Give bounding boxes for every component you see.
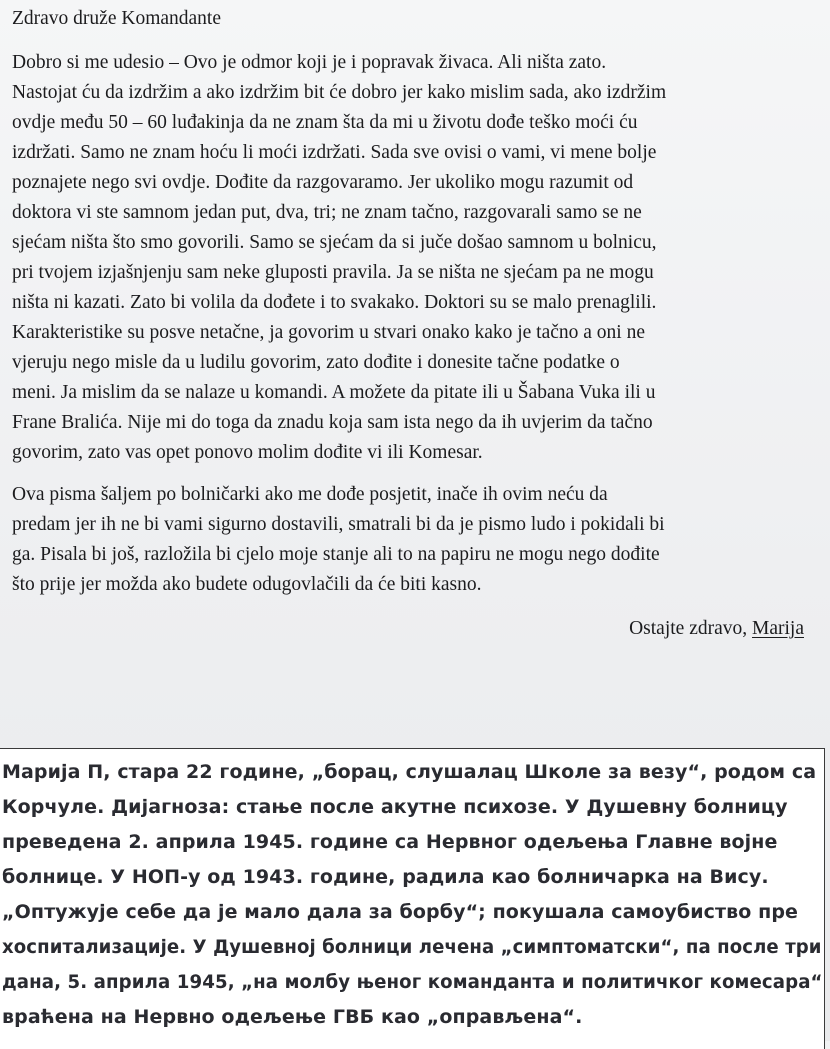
letter-line: ga. Pisala bi još, razložila bi cjelo moje stanje ali to na papiru ne mogu nego dođite [12,544,660,565]
letter-line: govorim, zato vas opet ponovo molim dođite vi ili Komesar. [12,442,483,463]
caption-line: Корчуле. Дијагноза: стање после акутне психозе. У Душевну болницу [2,796,788,818]
letter-line: što prije jer možda ako budete odugovlačili da će biti kasno. [12,574,482,595]
caption-line: хоспитализације. У Душевној болници лечена „симптоматски“, па после три [2,936,822,958]
letter-line: pri tvojem izjašnjenju sam neke gluposti pravila. Ja se ništa ne sjećam pa ne mogu [12,262,654,283]
letter-line: ovdje među 50 – 60 luđakinja da ne znam šta da mi u životu dođe teško moći ću [12,112,638,133]
signature: Marija [752,618,804,639]
caption-text [2,755,822,1035]
letter-salutation: Zdravo druže Komandante [12,8,221,29]
caption-line: „Оптужује себе да је мало дала за борбу“; покушала самоубиство пре [2,901,799,923]
letter-line: Karakteristike su posve netačne, ja govorim u stvari onako kako je tačno a oni ne [12,322,646,343]
closing-text: Ostajte zdravo, [629,618,748,639]
letter-paragraph-1 [12,48,818,468]
letter-line: poznajete nego svi ovdje. Dođite da razgovaramo. Jer ukoliko mogu razumit od [12,172,634,193]
letter-line: ništa ni kazati. Zato bi volila da dođete i to svakako. Doktori su se malo prenaglili. [12,292,657,313]
caption-line: враћена на Нервно одељење ГВБ као „оправљена“. [2,1006,583,1028]
letter-paragraph-2 [12,480,818,600]
letter-line: vjeruju nego misle da u ludilu govorim, zato dođite i donesite tačne podatke o [12,352,620,373]
caption-line: преведена 2. априла 1945. године са Нервног одељења Главне војне [2,831,778,853]
letter-closing [12,614,818,644]
letter-line: meni. Ja mislim da se nalaze u komandi. A možete da pitate ili u Šabana Vuka ili u [12,382,656,403]
letter [12,6,818,644]
letter-line: Ova pisma šaljem po bolničarki ako me dođe posjetit, inače ih ovim neću da [12,484,608,505]
letter-line: Frane Bralića. Nije mi do toga da znadu koja sam ista nego da ih uvjerim da tačno [12,412,653,433]
letter-line: Dobro si me udesio – Ovo je odmor koji je i popravak živaca. Ali ništa zato. [12,52,607,73]
letter-line: izdržati. Samo ne znam hoću li moći izdržati. Sada sve ovisi o vami, vi mene bolje [12,142,657,163]
letter-line: sjećam ništa što smo govorili. Samo se sjećam da si juče došao samnom u bolnicu, [12,232,657,253]
caption-line: Марија П, стара 22 године, „борац, слушалац Школе за везу“, родом са [2,761,817,783]
letter-line: Nastojat ću da izdržim a ako izdržim bit će dobro jer kako mislim sada, ako izdržim [12,82,667,103]
letter-line: doktora vi ste samnom jedan put, dva, tri; ne znam tačno, razgovarali samo se ne [12,202,642,223]
caption-line: дана, 5. априла 1945, „на молбу њеног команданта и политичког комесара“ [2,971,823,993]
caption-box [0,748,825,1049]
letter-line: predam jer ih ne bi vami sigurno dostavili, smatrali bi da je pismo ludo i pokidali bi [12,514,665,535]
caption-line: болнице. У НОП-у од 1943. године, радила као болничарка на Вису. [2,866,769,888]
